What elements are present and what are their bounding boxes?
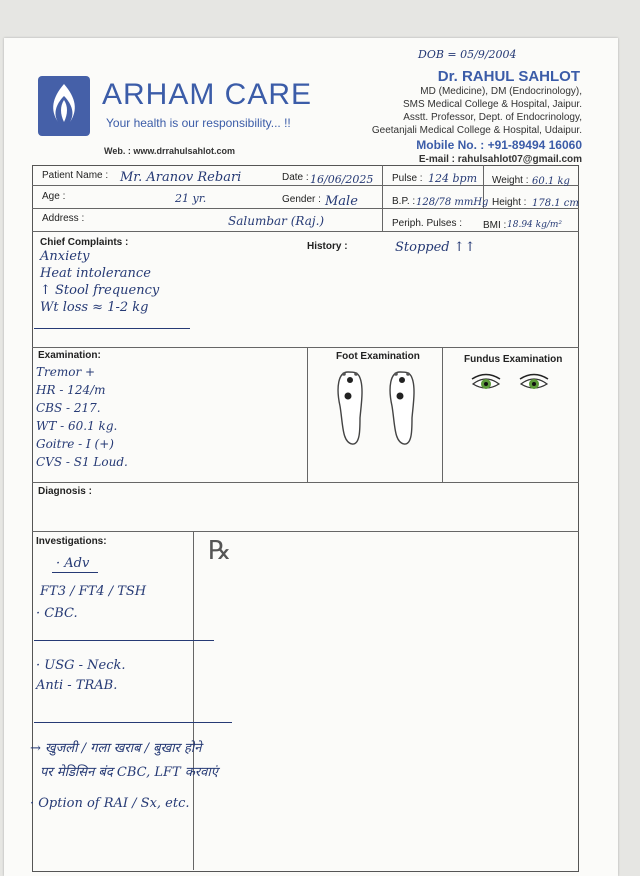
visit-date[interactable]: 16/06/2025 (310, 173, 374, 186)
patient-name[interactable]: Mr. Aranov Rebari (120, 170, 242, 185)
gender-value[interactable]: Male (325, 194, 358, 209)
patient-name-label: Patient Name : (42, 170, 109, 181)
clinic-website[interactable]: Web. : www.drrahulsahlot.com (104, 146, 236, 156)
exam-line: CBS - 217. (36, 401, 101, 415)
note-line: पर मेडिसिन बंद CBC, LFT करवाएं (40, 765, 218, 780)
doctor-mobile[interactable]: Mobile No. : +91-89494 16060 (416, 138, 582, 152)
diagnosis-label: Diagnosis : (38, 486, 92, 497)
age-value[interactable]: 21 yr. (175, 192, 207, 205)
chief-complaints-label: Chief Complaints : (40, 237, 129, 248)
pulse-label: Pulse : (392, 173, 423, 184)
doctor-qualification-4: Geetanjali Medical College & Hospital, Udaipur. (371, 125, 582, 136)
doctor-qualification-2: SMS Medical College & Hospital, Jaipur. (403, 99, 582, 110)
investigation-line: · CBC. (36, 606, 78, 621)
exam-line: Goitre - I (+) (36, 437, 114, 451)
periph-pulses-label: Periph. Pulses : (392, 218, 463, 229)
exam-line: HR - 124/m (36, 383, 106, 397)
exam-line: CVS - S1 Loud. (36, 455, 128, 469)
doctor-email[interactable]: E-mail : rahulsahlot07@gmail.com (418, 154, 582, 165)
gender-label: Gender : (282, 194, 321, 205)
note-line: · Option of RAI / Sx, etc. (30, 796, 190, 811)
complaint-line: Heat intolerance (40, 266, 151, 281)
complaint-line: Anxiety (40, 249, 90, 264)
complaint-line: ↑ Stool frequency (40, 283, 160, 298)
investigation-line: FT3 / FT4 / TSH (40, 584, 147, 599)
clinic-tagline: Your health is our responsibility... !! (106, 116, 291, 130)
examination-label: Examination: (38, 350, 101, 361)
doctor-name: Dr. RAHUL SAHLOT (437, 68, 580, 85)
exam-line: Tremor + (36, 365, 96, 379)
investigation-line: · Adv (56, 556, 90, 571)
height-label: Height : (492, 197, 527, 208)
investigations-label: Investigations: (36, 536, 107, 547)
investigation-line: Anti - TRAB. (36, 678, 118, 693)
eyes-diagram-icon (470, 372, 550, 396)
bp-value[interactable]: 128/78 mmHg (416, 197, 489, 208)
investigation-line: · USG - Neck. (36, 658, 126, 673)
feet-diagram-icon (330, 366, 430, 448)
dob-note: DOB = 05/9/2004 (418, 48, 517, 61)
history-value[interactable]: Stopped ↑↑ (395, 240, 476, 255)
age-label: Age : (42, 191, 66, 202)
flame-icon (38, 76, 90, 136)
complaint-line: Wt loss ≈ 1-2 kg (40, 300, 149, 315)
pulse-value[interactable]: 124 bpm (428, 172, 478, 185)
bp-label: B.P. : (392, 196, 416, 207)
clinic-name: ARHAM CARE (102, 78, 313, 111)
weight-value[interactable]: 60.1 kg (532, 176, 570, 187)
weight-label: Weight : (492, 175, 529, 186)
height-value[interactable]: 178.1 cm (532, 198, 579, 209)
fundus-exam-label: Fundus Examination (464, 354, 563, 365)
doctor-qualification-1: MD (Medicine), DM (Endocrinology), (420, 86, 582, 97)
address-value[interactable]: Salumbar (Raj.) (228, 214, 325, 228)
address-label: Address : (42, 213, 85, 224)
clinic-logo (38, 76, 90, 136)
doctor-qualification-3: Asstt. Professor, Dept. of Endocrinology, (403, 112, 582, 123)
bmi-value[interactable]: 18.94 kg/m² (507, 220, 563, 230)
history-label: History : (307, 241, 348, 252)
bmi-label: BMI : (483, 220, 507, 231)
date-label: Date : (282, 172, 309, 183)
exam-line: WT - 60.1 kg. (36, 419, 118, 433)
note-line: → खुजली / गला खराब / बुखार होने (30, 741, 202, 756)
rx-symbol: ℞ (208, 536, 232, 566)
foot-exam-label: Foot Examination (336, 351, 420, 362)
